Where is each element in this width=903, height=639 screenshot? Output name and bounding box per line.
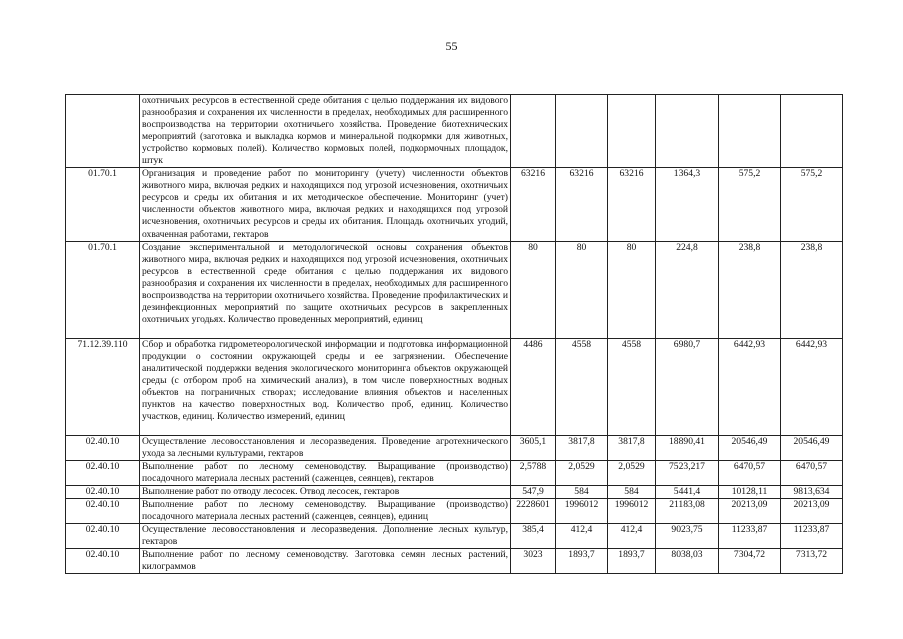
- cell-value-2: 4558: [556, 338, 608, 435]
- cell-value-2: 80: [556, 241, 608, 338]
- cell-value-5: 575,2: [719, 168, 781, 241]
- table-row: [66, 485, 843, 498]
- cell-value-1: 4486: [511, 338, 556, 435]
- cell-value-5: 10128,11: [719, 485, 781, 498]
- cell-value-4: 9023,75: [656, 523, 719, 548]
- cell-value-2: 3817,8: [556, 435, 608, 460]
- cell-value-1: 385,4: [511, 523, 556, 548]
- table-row: [66, 435, 843, 460]
- cell-value-2: 63216: [556, 168, 608, 241]
- cell-value-4: 6980,7: [656, 338, 719, 435]
- cell-code: 02.40.10: [66, 460, 140, 485]
- cell-value-1: 547,9: [511, 485, 556, 498]
- table-row: [66, 95, 843, 168]
- cell-description: охотничьих ресурсов в естественной среде обитания с целью поддержания их видового разнообразия и сохранения их численности в пределах, необходимых для расширенного воспроизводства на территории охотничьего хозяйства. Проведение биотехнических мероприятий (заготовка и выкладка кормов и минеральной подкормки для животных, устройство кормовых полей). Количество кормовых полей, подкормочных площадок, штук: [140, 95, 511, 168]
- table-row: [66, 168, 843, 241]
- cell-value-1: 3605,1: [511, 435, 556, 460]
- cell-value-3: 412,4: [608, 523, 656, 548]
- cell-value-6: 575,2: [781, 168, 843, 241]
- cell-value-3: 2,0529: [608, 460, 656, 485]
- cell-value-4: 224,8: [656, 241, 719, 338]
- cell-code: 02.40.10: [66, 548, 140, 573]
- cell-description: Выполнение работ по лесному семеноводству. Выращивание (производство) посадочного материала лесных растений (саженцев, сеянцев), единиц: [140, 498, 511, 523]
- cell-description: Сбор и обработка гидрометеорологической информации и подготовка информационной продукции о состоянии окружающей среды и ее загрязнении. Обеспечение аналитической поддержки ведения экологического мониторинга объектов окружающей среды (с отбором проб на химический анализ), в том числе поверхностных водных объектов на пограничных створах; исследование влияния объектов и населенных пунктов на качество поверхностных вод. Количество проб, единиц. Количество участков, единиц. Количество измерений, единиц: [140, 338, 511, 435]
- cell-value-2: 412,4: [556, 523, 608, 548]
- cell-value-1: [511, 95, 556, 168]
- table-row: [66, 241, 843, 338]
- cell-value-5: 20213,09: [719, 498, 781, 523]
- table-row: [66, 460, 843, 485]
- cell-value-2: 584: [556, 485, 608, 498]
- cell-description: Выполнение работ по лесному семеноводству. Выращивание (производство) посадочного материала лесных растений (саженцев, сеянцев), гектаров: [140, 460, 511, 485]
- cell-value-4: [656, 95, 719, 168]
- cell-description: Выполнение работ по лесному семеноводству. Заготовка семян лесных растений, килограммов: [140, 548, 511, 573]
- table-row: [66, 523, 843, 548]
- cell-value-3: 80: [608, 241, 656, 338]
- cell-description: Осуществление лесовосстановления и лесоразведения. Дополнение лесных культур, гектаров: [140, 523, 511, 548]
- table-row: [66, 338, 843, 435]
- cell-value-2: [556, 95, 608, 168]
- table-row: [66, 498, 843, 523]
- cell-value-1: 2,5788: [511, 460, 556, 485]
- cell-code: 02.40.10: [66, 498, 140, 523]
- cell-code: 02.40.10: [66, 485, 140, 498]
- cell-value-6: 6442,93: [781, 338, 843, 435]
- cell-description: Создание экспериментальной и методологической основы сохранения объектов животного мира, включая редких и находящихся под угрозой исчезновения, охотничьих ресурсов в естественной среде обитания с целью поддержания их видового разнообразия и сохранения их численности в пределах, необходимых для расширенного воспроизводства на территории охотничьего хозяйства. Проведение профилактических и дезинфекционных мероприятий по защите охотничьих ресурсов в закрепленных охотничьих угодьях. Количество проведенных мероприятий, единиц: [140, 241, 511, 338]
- cell-value-2: 1996012: [556, 498, 608, 523]
- cell-value-4: 7523,217: [656, 460, 719, 485]
- cell-value-6: 238,8: [781, 241, 843, 338]
- cell-value-6: 20213,09: [781, 498, 843, 523]
- cell-value-6: [781, 95, 843, 168]
- cell-value-6: 7313,72: [781, 548, 843, 573]
- cell-value-5: 20546,49: [719, 435, 781, 460]
- cell-value-5: 238,8: [719, 241, 781, 338]
- cell-code: 01.70.1: [66, 168, 140, 241]
- cell-value-3: 584: [608, 485, 656, 498]
- cell-value-3: 63216: [608, 168, 656, 241]
- cell-value-1: 3023: [511, 548, 556, 573]
- cell-value-4: 1364,3: [656, 168, 719, 241]
- cell-value-6: 6470,57: [781, 460, 843, 485]
- cell-value-3: 4558: [608, 338, 656, 435]
- data-table: [65, 94, 843, 574]
- table-row: [66, 548, 843, 573]
- cell-value-1: 63216: [511, 168, 556, 241]
- cell-value-1: 2228601: [511, 498, 556, 523]
- cell-description: Организация и проведение работ по мониторингу (учету) численности объектов животного мира, включая редких и находящихся под угрозой исчезновения, охотничьих ресурсов и среды их обитания и их методическое обеспечение. Мониторинг (учет) численности объектов животного мира, включая редких и находящихся под угрозой исчезновения, охотничьих ресурсов и среды их обитания. Площадь охотничьих угодий, охваченная работами, гектаров: [140, 168, 511, 241]
- cell-value-3: 1893,7: [608, 548, 656, 573]
- cell-description: Выполнение работ по отводу лесосек. Отвод лесосек, гектаров: [140, 485, 511, 498]
- cell-code: 02.40.10: [66, 435, 140, 460]
- cell-value-5: 11233,87: [719, 523, 781, 548]
- cell-value-3: [608, 95, 656, 168]
- cell-value-2: 2,0529: [556, 460, 608, 485]
- cell-value-4: 5441,4: [656, 485, 719, 498]
- cell-value-4: 21183,08: [656, 498, 719, 523]
- cell-value-5: 7304,72: [719, 548, 781, 573]
- cell-value-5: 6442,93: [719, 338, 781, 435]
- cell-code: 01.70.1: [66, 241, 140, 338]
- cell-code: [66, 95, 140, 168]
- cell-value-5: 6470,57: [719, 460, 781, 485]
- cell-value-4: 18890,41: [656, 435, 719, 460]
- cell-value-3: 1996012: [608, 498, 656, 523]
- cell-value-6: 11233,87: [781, 523, 843, 548]
- cell-value-3: 3817,8: [608, 435, 656, 460]
- cell-code: 71.12.39.110: [66, 338, 140, 435]
- cell-value-6: 9813,634: [781, 485, 843, 498]
- cell-value-4: 8038,03: [656, 548, 719, 573]
- cell-value-2: 1893,7: [556, 548, 608, 573]
- cell-value-1: 80: [511, 241, 556, 338]
- cell-code: 02.40.10: [66, 523, 140, 548]
- cell-value-5: [719, 95, 781, 168]
- page-number: 55: [445, 39, 458, 53]
- cell-description: Осуществление лесовосстановления и лесоразведения. Проведение агротехнического ухода за лесными культурами, гектаров: [140, 435, 511, 460]
- cell-value-6: 20546,49: [781, 435, 843, 460]
